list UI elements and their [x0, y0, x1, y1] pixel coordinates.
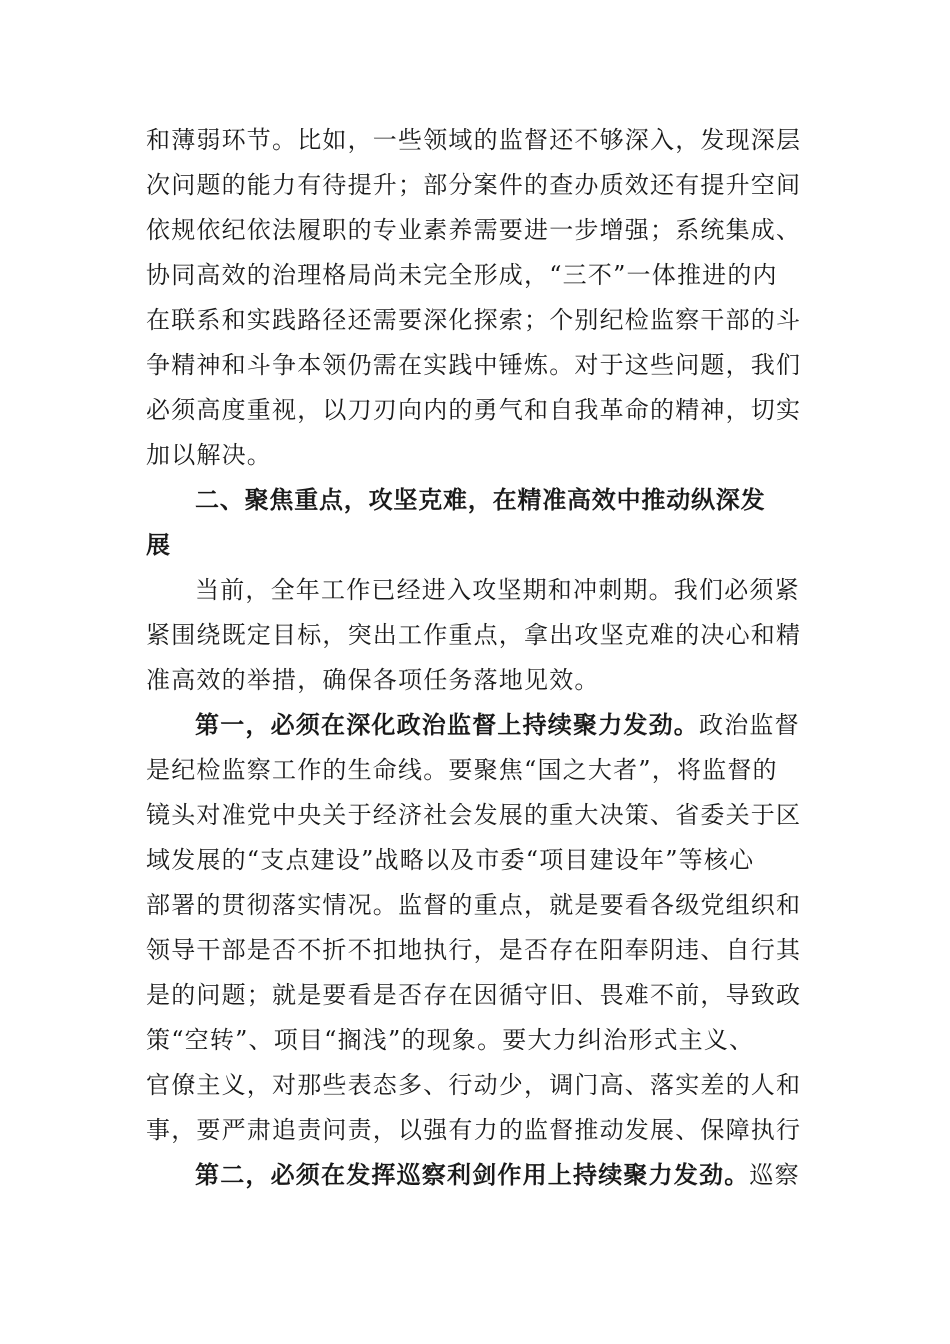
paragraph-text: 政治监督: [699, 711, 800, 739]
paragraph-line: 领导干部是否不折不扣地执行，是否存在阳奉阴违、自行其: [146, 936, 802, 964]
paragraph-line: 当前，全年工作已经进入攻坚期和冲刺期。我们必须紧: [195, 576, 800, 604]
paragraph-line: 在联系和实践路径还需要深化探索；个别纪检监察干部的斗: [146, 306, 802, 334]
paragraph-line: 次问题的能力有待提升；部分案件的查办质效还有提升空间: [146, 171, 802, 199]
paragraph-line: 加以解决。: [146, 441, 272, 469]
paragraph-line: 紧围绕既定目标，突出工作重点，拿出攻坚克难的决心和精: [146, 621, 802, 649]
paragraph-line: 协同高效的治理格局尚未完全形成，“三不”一体推进的内: [146, 261, 778, 289]
paragraph-line: 域发展的“支点建设”战略以及市委“项目建设年”等核心: [146, 846, 755, 874]
section-heading-continuation: 展: [146, 531, 171, 559]
paragraph-line: 策“空转”、项目“搁浅”的现象。要大力纠治形式主义、: [146, 1026, 755, 1054]
paragraph-line: 准高效的举措，确保各项任务落地见效。: [146, 666, 600, 694]
paragraph-line: 部署的贯彻落实情况。监督的重点，就是要看各级党组织和: [146, 891, 802, 919]
paragraph-line: 争精神和斗争本领仍需在实践中锤炼。对于这些问题，我们: [146, 351, 802, 379]
paragraph-line: 事，要严肃追责问责，以强有力的监督推动发展、保障执行: [146, 1116, 802, 1144]
bold-lead-sentence: 第二，必须在发挥巡察利剑作用上持续聚力发劲。: [195, 1160, 750, 1189]
paragraph-line: 是纪检监察工作的生命线。要聚焦“国之大者”，将监督的: [146, 756, 778, 784]
paragraph-first-line: [195, 710, 810, 740]
section-heading: 二、聚焦重点，攻坚克难，在精准高效中推动纵深发: [195, 486, 766, 514]
paragraph-line: 官僚主义，对那些表态多、行动少，调门高、落实差的人和: [146, 1071, 802, 1099]
paragraph-first-line: [195, 1160, 810, 1190]
paragraph-line: 镜头对准党中央关于经济社会发展的重大决策、省委关于区: [146, 801, 802, 829]
paragraph-text: 巡察: [749, 1161, 800, 1189]
paragraph-line: 和薄弱环节。比如，一些领域的监督还不够深入，发现深层: [146, 126, 802, 154]
paragraph-line: 依规依纪依法履职的专业素养需要进一步增强；系统集成、: [146, 216, 802, 244]
bold-lead-sentence: 第一，必须在深化政治监督上持续聚力发劲。: [195, 710, 699, 739]
paragraph-line: 是的问题；就是要看是否存在因循守旧、畏难不前，导致政: [146, 981, 802, 1009]
paragraph-line: 必须高度重视，以刀刃向内的勇气和自我革命的精神，切实: [146, 396, 802, 424]
